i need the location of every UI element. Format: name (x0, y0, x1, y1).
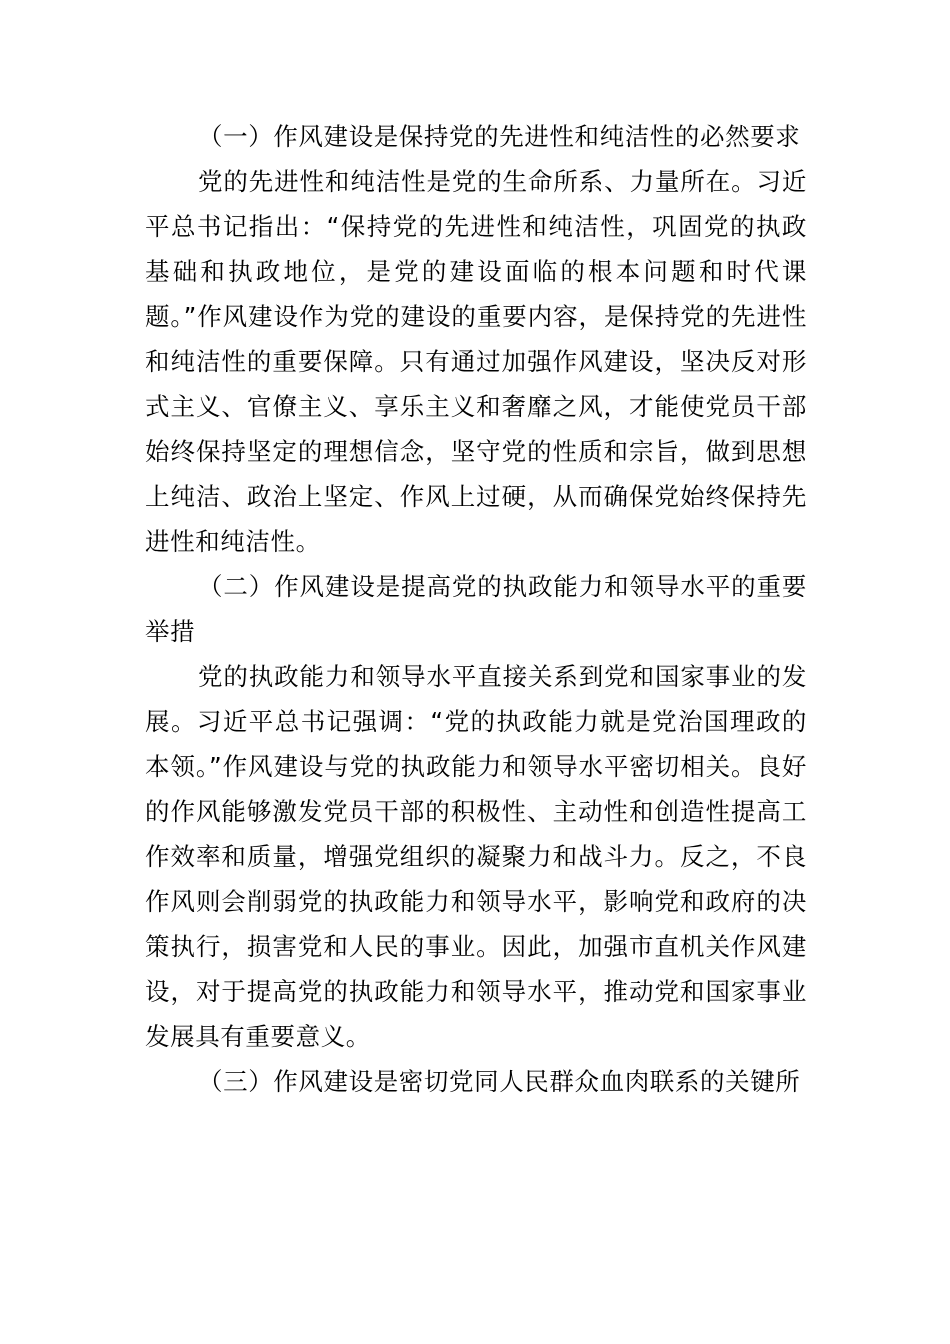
body-paragraph-1: 党的先进性和纯洁性是党的生命所系、力量所在。习近平总书记指出：“保持党的先进性和纯洁性，巩固党的执政基础和执政地位，是党的建设面临的根本问题和时代课题。”作风建设作为党的建设的重要内容，是保持党的先进性和纯洁性的重要保障。只有通过加强作风建设，坚决反对形式主义、官僚主义、享乐主义和奢靡之风，才能使党员干部始终保持坚定的理想信念，坚守党的性质和宗旨，做到思想上纯洁、政治上坚定、作风上过硬，从而确保党始终保持先进性和纯洁性。 (145, 167, 807, 556)
section-heading-1: （一）作风建设是保持党的先进性和纯洁性的必然要求 (198, 122, 801, 151)
section-heading-2: （二）作风建设是提高党的执政能力和领导水平的重要举措 (145, 572, 807, 646)
document-page (145, 114, 807, 1104)
body-paragraph-2: 党的执政能力和领导水平直接关系到党和国家事业的发展。习近平总书记强调：“党的执政能力就是党治国理政的本领。”作风建设与党的执政能力和领导水平密切相关。良好的作风能够激发党员干部的积极性、主动性和创造性提高工作效率和质量，增强党组织的凝聚力和战斗力。反之，不良作风则会削弱党的执政能力和领导水平，影响党和政府的决策执行，损害党和人民的事业。因此，加强市直机关作风建设，对于提高党的执政能力和领导水平，推动党和国家事业发展具有重要意义。 (145, 662, 807, 1051)
section-heading-3: （三）作风建设是密切党同人民群众血肉联系的关键所 (198, 1067, 801, 1096)
